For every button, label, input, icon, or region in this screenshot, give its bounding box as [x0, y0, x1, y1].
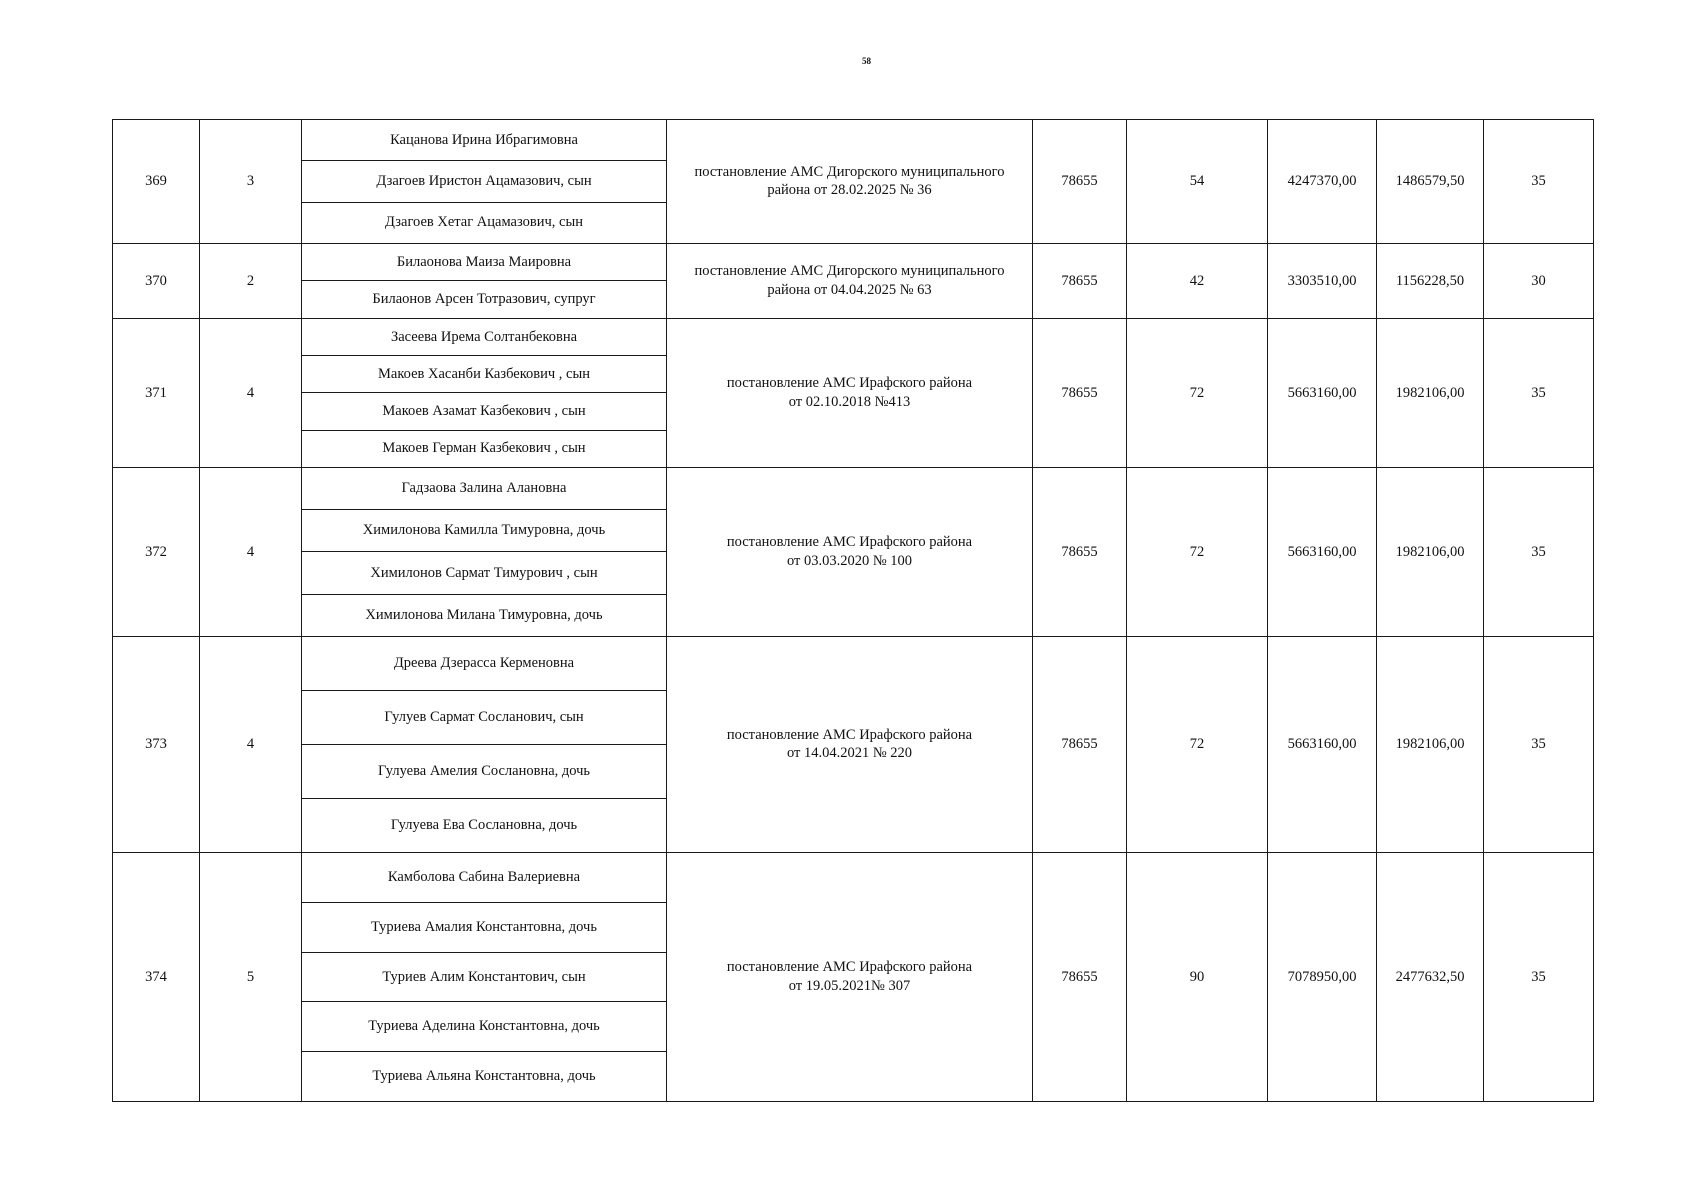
decree-line: района от 04.04.2025 № 63 [767, 281, 932, 298]
table-body [113, 120, 1594, 1102]
table-row [113, 467, 1594, 509]
payment-amount: 1982106,00 [1377, 318, 1484, 467]
member-name: Засеева Ирема Солтанбековна [302, 318, 667, 355]
family-size: 4 [200, 467, 302, 636]
housing-register-table [112, 119, 1594, 1102]
payment-amount: 1982106,00 [1377, 636, 1484, 852]
member-name: Билаонова Маиза Маировна [302, 243, 667, 281]
percent-value: 35 [1484, 636, 1594, 852]
decree-cell [667, 636, 1033, 852]
area-sqm: 72 [1127, 636, 1268, 852]
member-name: Туриева Аделина Константовна, дочь [302, 1002, 667, 1052]
decree-line: от 14.04.2021 № 220 [786, 745, 913, 762]
decree-line: от 03.03.2020 № 100 [786, 552, 913, 569]
member-name: Туриев Алим Константович, сын [302, 952, 667, 1002]
payment-amount: 1982106,00 [1377, 467, 1484, 636]
row-number: 374 [113, 852, 200, 1101]
price-per-sqm: 78655 [1033, 467, 1127, 636]
total-cost: 5663160,00 [1268, 636, 1377, 852]
member-name: Химилонова Милана Тимуровна, дочь [302, 594, 667, 636]
total-cost: 5663160,00 [1268, 467, 1377, 636]
row-number: 373 [113, 636, 200, 852]
member-name: Кацанова Ирина Ибрагимовна [302, 120, 667, 161]
decree-line: постановление АМС Дигорского муниципального [694, 163, 1005, 180]
member-name: Дзагоев Хетаг Ацамазович, сын [302, 202, 667, 243]
decree-line: от 02.10.2018 №413 [788, 393, 911, 410]
area-sqm: 72 [1127, 467, 1268, 636]
member-name: Гулуева Ева Сослановна, дочь [302, 798, 667, 852]
decree-line: постановление АМС Ирафского района [726, 726, 973, 743]
member-name: Гулуев Сармат Сосланович, сын [302, 690, 667, 744]
decree-cell [667, 318, 1033, 467]
member-name: Гадзаова Залина Алановна [302, 467, 667, 509]
decree-line: района от 28.02.2025 № 36 [767, 182, 932, 199]
member-name: Макоев Герман Казбекович , сын [302, 430, 667, 467]
decree-line: постановление АМС Ирафского района [726, 534, 973, 551]
table-row [113, 636, 1594, 690]
member-name: Макоев Азамат Казбекович , сын [302, 393, 667, 430]
table-row [113, 243, 1594, 281]
decree-cell [667, 852, 1033, 1101]
family-size: 4 [200, 636, 302, 852]
member-name: Камболова Сабина Валериевна [302, 852, 667, 902]
decree-line: постановление АМС Дигорского муниципального [694, 263, 1005, 280]
price-per-sqm: 78655 [1033, 243, 1127, 318]
payment-amount: 1156228,50 [1377, 243, 1484, 318]
payment-amount: 2477632,50 [1377, 852, 1484, 1101]
price-per-sqm: 78655 [1033, 636, 1127, 852]
percent-value: 35 [1484, 852, 1594, 1101]
row-number: 371 [113, 318, 200, 467]
table-row [113, 852, 1594, 902]
percent-value: 35 [1484, 318, 1594, 467]
total-cost: 7078950,00 [1268, 852, 1377, 1101]
row-number: 370 [113, 243, 200, 318]
member-name: Химилонова Камилла Тимуровна, дочь [302, 510, 667, 552]
area-sqm: 42 [1127, 243, 1268, 318]
member-name: Билаонов Арсен Тотразович, супруг [302, 281, 667, 319]
member-name: Химилонов Сармат Тимурович , сын [302, 552, 667, 594]
payment-amount: 1486579,50 [1377, 120, 1484, 244]
decree-cell [667, 243, 1033, 318]
family-size: 2 [200, 243, 302, 318]
percent-value: 30 [1484, 243, 1594, 318]
decree-cell [667, 120, 1033, 244]
price-per-sqm: 78655 [1033, 852, 1127, 1101]
page-number: 58 [862, 56, 871, 66]
total-cost: 5663160,00 [1268, 318, 1377, 467]
member-name: Туриева Амалия Константовна, дочь [302, 902, 667, 952]
member-name: Туриева Альяна Константовна, дочь [302, 1052, 667, 1102]
area-sqm: 90 [1127, 852, 1268, 1101]
percent-value: 35 [1484, 467, 1594, 636]
decree-line: постановление АМС Ирафского района [726, 375, 973, 392]
decree-cell [667, 467, 1033, 636]
decree-line: от 19.05.2021№ 307 [788, 977, 911, 994]
row-number: 372 [113, 467, 200, 636]
member-name: Дзагоев Иристон Ацамазович, сын [302, 161, 667, 202]
family-size: 4 [200, 318, 302, 467]
decree-line: постановление АМС Ирафского района [726, 959, 973, 976]
row-number: 369 [113, 120, 200, 244]
total-cost: 4247370,00 [1268, 120, 1377, 244]
price-per-sqm: 78655 [1033, 120, 1127, 244]
total-cost: 3303510,00 [1268, 243, 1377, 318]
table-row [113, 120, 1594, 161]
area-sqm: 54 [1127, 120, 1268, 244]
area-sqm: 72 [1127, 318, 1268, 467]
price-per-sqm: 78655 [1033, 318, 1127, 467]
percent-value: 35 [1484, 120, 1594, 244]
family-size: 3 [200, 120, 302, 244]
family-size: 5 [200, 852, 302, 1101]
table-row [113, 318, 1594, 355]
member-name: Гулуева Амелия Сослановна, дочь [302, 744, 667, 798]
member-name: Макоев Хасанби Казбекович , сын [302, 356, 667, 393]
member-name: Дреева Дзерасса Керменовна [302, 636, 667, 690]
